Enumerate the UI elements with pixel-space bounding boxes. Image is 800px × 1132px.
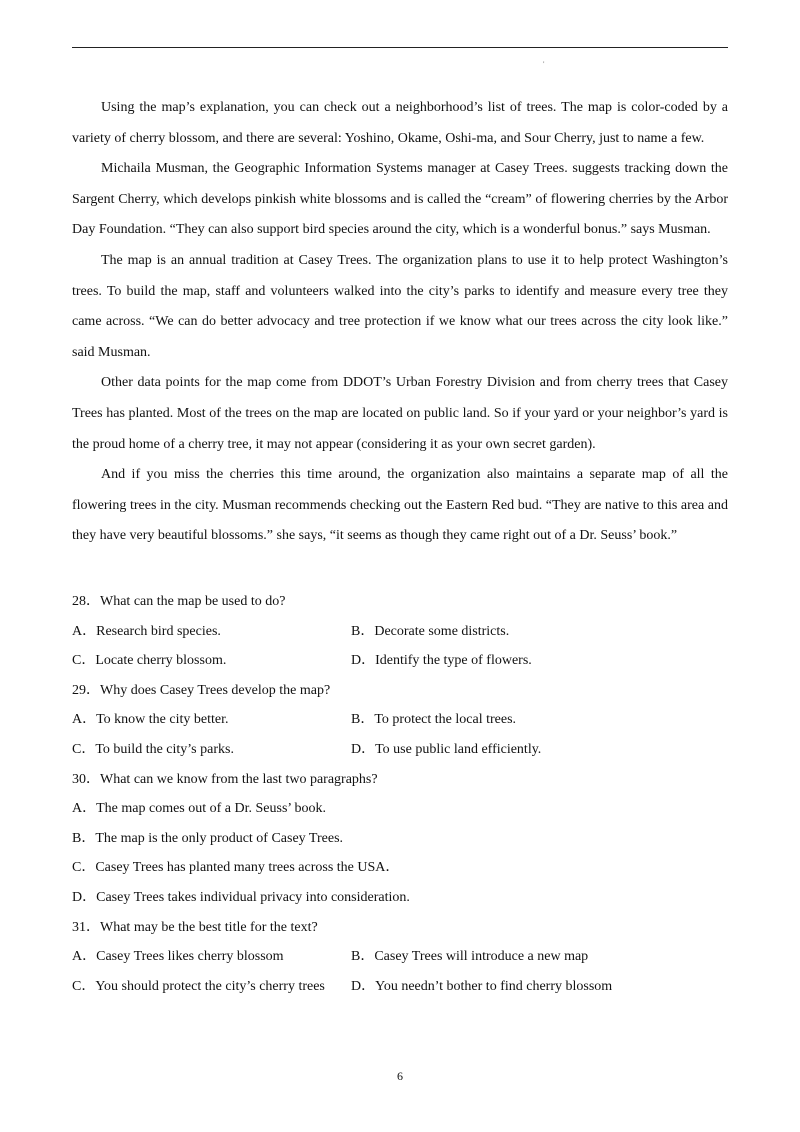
question-28-options-row-2: [72, 646, 728, 676]
question-29-option-c[interactable]: C．To build the city’s parks.: [72, 741, 234, 757]
question-31-option-b[interactable]: B．Casey Trees will introduce a new map: [351, 949, 589, 965]
question-28-option-a[interactable]: A．Research bird species.: [72, 623, 221, 639]
question-31-options-row-1: [72, 942, 728, 972]
question-31-option-a[interactable]: A．Casey Trees likes cherry blossom: [72, 949, 284, 965]
passage-paragraph-5: And if you miss the cherries this time around, the organization also maintains a separate map of all the flowering trees in the city. Musman recommends checking out the Eastern Red bud. “They are native to this area and they have very beautiful blossoms.” she says, “it seems as though they came right out of a Dr. Seuss’ book.”: [72, 467, 728, 544]
question-30-option-row-c: [72, 853, 728, 883]
question-28-stem: 28．What can the map be used to do?: [72, 594, 286, 609]
question-28-option-c[interactable]: C．Locate cherry blossom.: [72, 653, 227, 669]
question-30-stem: 30．What can we know from the last two paragraphs?: [72, 771, 378, 787]
question-29-options-row-2: [72, 735, 728, 765]
question-29-option-b[interactable]: B．To protect the local trees.: [351, 712, 517, 728]
question-30-option-c[interactable]: C．Casey Trees has planted many trees across the USA．: [72, 860, 400, 876]
question-list: [72, 587, 728, 1001]
question-28-option-d[interactable]: D．Identify the type of flowers.: [351, 653, 532, 669]
reading-passage: [72, 93, 728, 552]
question-29-option-a[interactable]: A．To know the city better.: [72, 712, 229, 728]
question-30-option-d[interactable]: D．Casey Trees takes individual privacy into consideration.: [72, 889, 410, 905]
question-29-options-row-1: [72, 705, 728, 735]
question-30-option-row-b: [72, 824, 728, 854]
passage-paragraph-1: Using the map’s explanation, you can check out a neighborhood’s list of trees. The map is color-coded by a variety of cherry blossom, and there are several: Yoshino, Okame, Oshi-ma, and Sour Cherry, just to name a few.: [72, 100, 728, 146]
question-30-option-b[interactable]: B．The map is the only product of Casey Trees.: [72, 830, 344, 846]
question-30-option-row-a: [72, 794, 728, 824]
question-31-options-row-2: [72, 972, 728, 1002]
passage-paragraph-4: Other data points for the map come from DDOT’s Urban Forestry Division and from cherry trees that Casey Trees has planted. Most of the trees on the map are located on public land. So if your yard or your neighbor’s yard is the proud home of a cherry tree, it may not appear (considering it as your own secret garden).: [72, 375, 728, 452]
page-number: 6: [397, 1069, 403, 1083]
question-29-option-d[interactable]: D．To use public land efficiently.: [351, 741, 542, 757]
question-28-option-b[interactable]: B．Decorate some districts.: [351, 623, 510, 639]
question-30-option-a[interactable]: A．The map comes out of a Dr. Seuss’ book.: [72, 801, 327, 817]
header-rule: [72, 47, 728, 48]
question-31-option-c[interactable]: C．You should protect the city’s cherry trees: [72, 978, 325, 994]
passage-paragraph-3: The map is an annual tradition at Casey Trees. The organization plans to use it to help protect Washington’s trees. To build the map, staff and volunteers walked into the city’s parks to identify and measure every tree they came across. “We can do better advocacy and tree protection if we know what our trees across the city look like.” said Musman.: [72, 252, 728, 360]
question-29-stem: 29．Why does Casey Trees develop the map?: [72, 682, 331, 698]
question-30-option-row-d: [72, 883, 728, 913]
header-mark: ,: [543, 58, 545, 64]
question-31-stem: 31．What may be the best title for the text?: [72, 919, 318, 935]
passage-paragraph-2: Michaila Musman, the Geographic Information Systems manager at Casey Trees. suggests tracking down the Sargent Cherry, which develops pinkish white blossoms and is called the “cream” of flowering cherries by the Arbor Day Foundation. “They can also support bird species around the city, which is a wonderful bonus.” says Musman.: [72, 161, 728, 238]
question-28-options-row-1: [72, 617, 728, 647]
question-31-option-d[interactable]: D．You needn’t bother to find cherry blossom: [351, 978, 613, 994]
